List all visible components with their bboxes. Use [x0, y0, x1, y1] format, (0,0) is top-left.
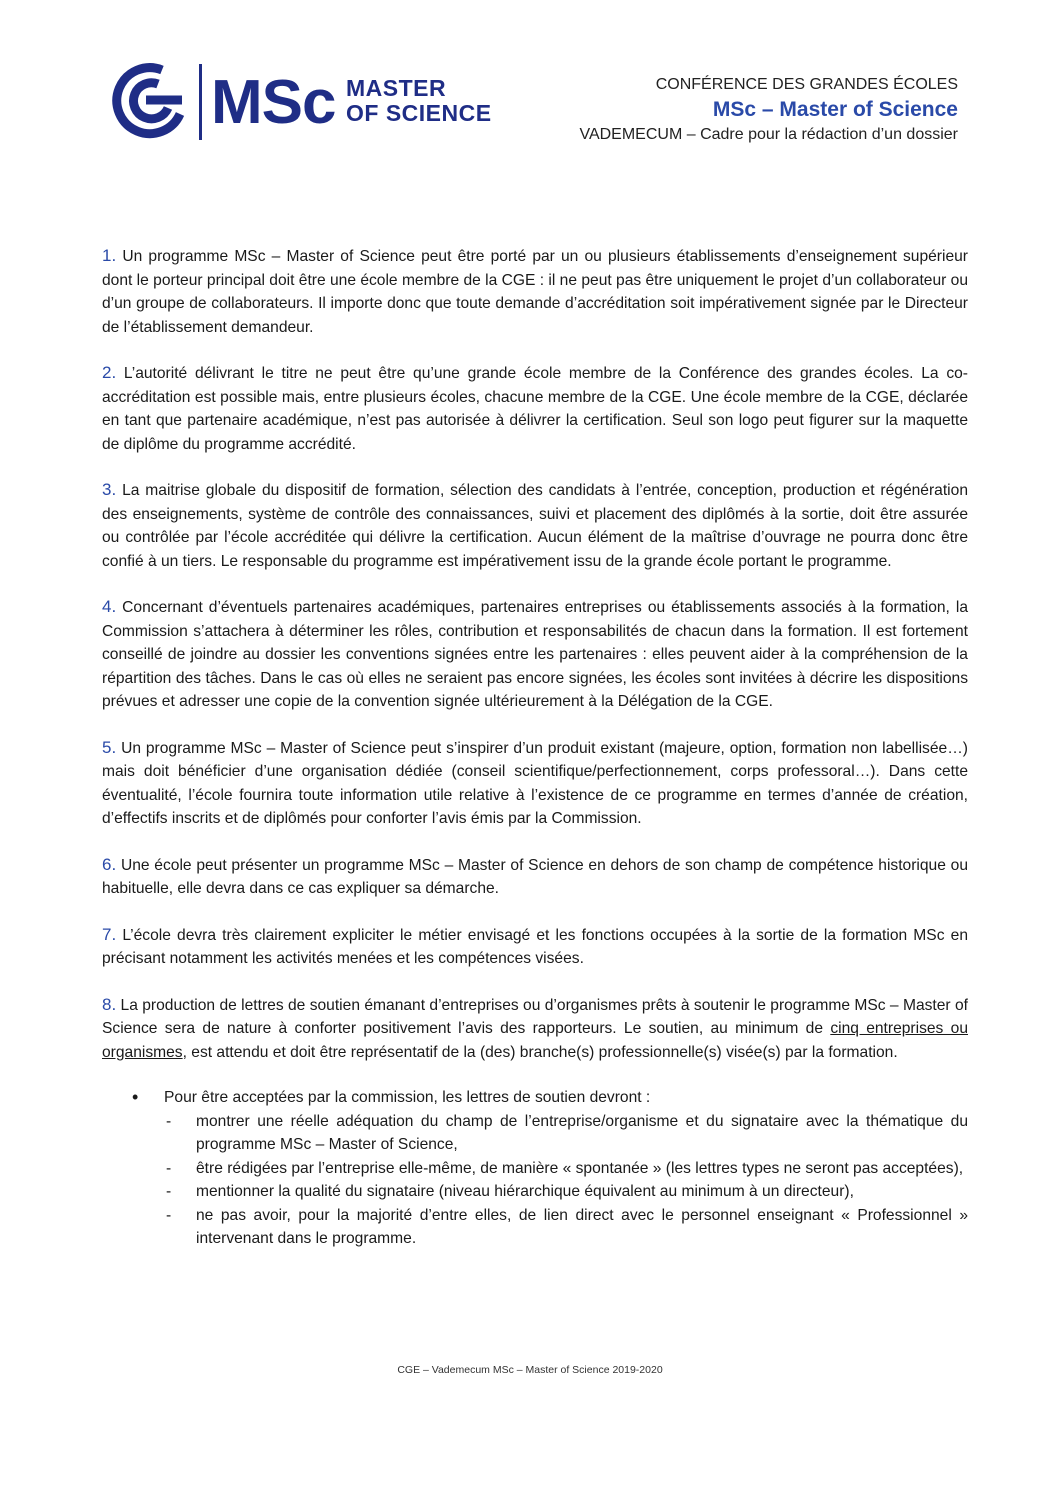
page-footer: CGE – Vademecum MSc – Master of Science 2019-2020: [397, 1364, 663, 1376]
paragraph-text: L’école devra très clairement expliciter le métier envisagé et les fonctions occupées à la sortie de la formation MSc en précisant notamment les activités menées et les compétences visées.: [102, 926, 968, 967]
paragraph-text: L’autorité délivrant le titre ne peut être qu’une grande école membre de la Conférence des grandes écoles. La co-accréditation est possible mais, entre plusieurs écoles, chacune membre de la CGE. Une école membre de la CGE, déclarée en tant que partenaire académique, n’est pas autorisée à délivrer la certification. Seul son logo peut figurer sur la maquette de diplôme du programme accrédité.: [102, 365, 968, 453]
paragraph-text: Un programme MSc – Master of Science peut s’inspirer d’un produit existant (majeure, option, formation non labellisée…) mais doit bénéficier d’une organisation dédiée (conseil scientifique/perfectionnement, corps professoral…). Dans cette éventualité, l’école fournira toute information utile relative à l’existence de ce programme en termes d’année de création, d’effectifs inscrits et de diplômés pour conforter l’avis émis par la Commission.: [102, 739, 968, 827]
paragraph-number: 1.: [102, 246, 117, 265]
paragraph-2: [102, 361, 968, 456]
bullet-intro: Pour être acceptées par la commission, les lettres de soutien devront :: [164, 1089, 651, 1106]
cge-msc-logo: [100, 62, 500, 142]
paragraph-4: [102, 595, 968, 714]
underlined-requirement: cinq entreprises ou organismes: [102, 1020, 968, 1061]
sub-list-item: - ne pas avoir, pour la majorité d’entre elles, de lien direct avec le personnel enseignant « Professionnel » intervenant dans le programme.: [196, 1204, 968, 1251]
bullet-list: [102, 1086, 968, 1251]
header-organization: CONFÉRENCE DES GRANDES ÉCOLES: [655, 76, 958, 93]
header-program: MSc – Master of Science: [712, 98, 958, 121]
sub-list-item: - mentionner la qualité du signataire (niveau hiérarchique équivalent au minimum à un directeur),: [196, 1180, 968, 1204]
sub-list: [164, 1110, 968, 1251]
paragraph-number: 2.: [102, 363, 117, 382]
document-header: [579, 74, 958, 146]
paragraph-text: Un programme MSc – Master of Science peut être porté par un ou plusieurs établissements d’enseignement supérieur dont le porteur principal doit être une école membre de la CGE : il ne peut pas être uniquement le projet d’un collaborateur ou d’un groupe de collaborateurs. Il importe donc que toute demande d’accréditation soit impérativement signée par le Directeur de l’établissement demandeur.: [102, 248, 968, 336]
paragraph-number: 4.: [102, 597, 117, 616]
paragraph-text: La production de lettres de soutien émanant d’entreprises ou d’organismes prêts à soutenir le programme MSc – Master of Science sera de nature à conforter positivement l’avis des rapporteurs. Le soutien, au minimum de: [102, 996, 968, 1037]
document-body: [102, 244, 968, 1251]
bullet-item: [164, 1086, 968, 1251]
cge-logo-icon: [100, 62, 210, 142]
paragraph-7: [102, 923, 968, 971]
paragraph-number: 5.: [102, 737, 117, 757]
paragraph-text: Une école peut présenter un programme MSc – Master of Science en dehors de son champ de compétence historique ou habituelle, elle devra dans ce cas expliquer sa démarche.: [102, 856, 968, 897]
paragraph-3: [102, 478, 968, 573]
sub-list-item: - montrer une réelle adéquation du champ de l’entreprise/organisme et du signataire avec la thématique du programme MSc – Master of Science,: [196, 1110, 968, 1157]
paragraph-number: 6.: [102, 854, 117, 874]
paragraph-text: La maitrise globale du dispositif de formation, sélection des candidats à l’entrée, conception, production et régénération des enseignements, système de contrôle des connaissances, suivi et placement des diplômés à la sortie, doit être assurée ou contrôlée par l’école accréditée qui délivre la certification. Aucun élément de la maîtrise d’ouvrage ne pourra donc être confié à un tiers. Le responsable du programme est impérativement issu de la grande école portant le programme.: [102, 482, 968, 570]
paragraph-number: 7.: [102, 924, 117, 944]
paragraph-6: [102, 853, 968, 901]
logo-brand: MSc: [211, 68, 336, 137]
logo-sub-line1: MASTER: [346, 75, 447, 101]
paragraph-5: [102, 736, 968, 831]
paragraph-text: Concernant d’éventuels partenaires académiques, partenaires entreprises ou établissements associés à la formation, la Commission s’attachera à déterminer les rôles, contribution et responsabilités de chacun dans la formation. Il est fortement conseillé de joindre au dossier les conventions signées entre les partenaires : elles peuvent aider à la compréhension de la répartition des tâches. Dans le cas où elles ne seraient pas encore signées, les écoles sont invitées à décrire les dispositions prévues et adresser une copie de la convention signée ultérieurement à la Délégation de la CGE.: [102, 599, 968, 710]
sub-list-item: - être rédigées par l’entreprise elle-même, de manière « spontanée » (les lettres types ne seront pas acceptées),: [196, 1157, 968, 1181]
paragraph-1: [102, 244, 968, 339]
logo-sub-line2: OF SCIENCE: [346, 100, 492, 126]
paragraph-number: 8.: [102, 994, 117, 1014]
paragraph-text: , est attendu et doit être représentatif de la (des) branche(s) professionnelle(s) visée(s) par la formation.: [182, 1043, 898, 1061]
header-subtitle: VADEMECUM – Cadre pour la rédaction d’un dossier: [579, 126, 958, 143]
logo-subtitle: [346, 76, 492, 126]
paragraph-number: 3.: [102, 480, 117, 499]
paragraph-8: [102, 993, 968, 1065]
